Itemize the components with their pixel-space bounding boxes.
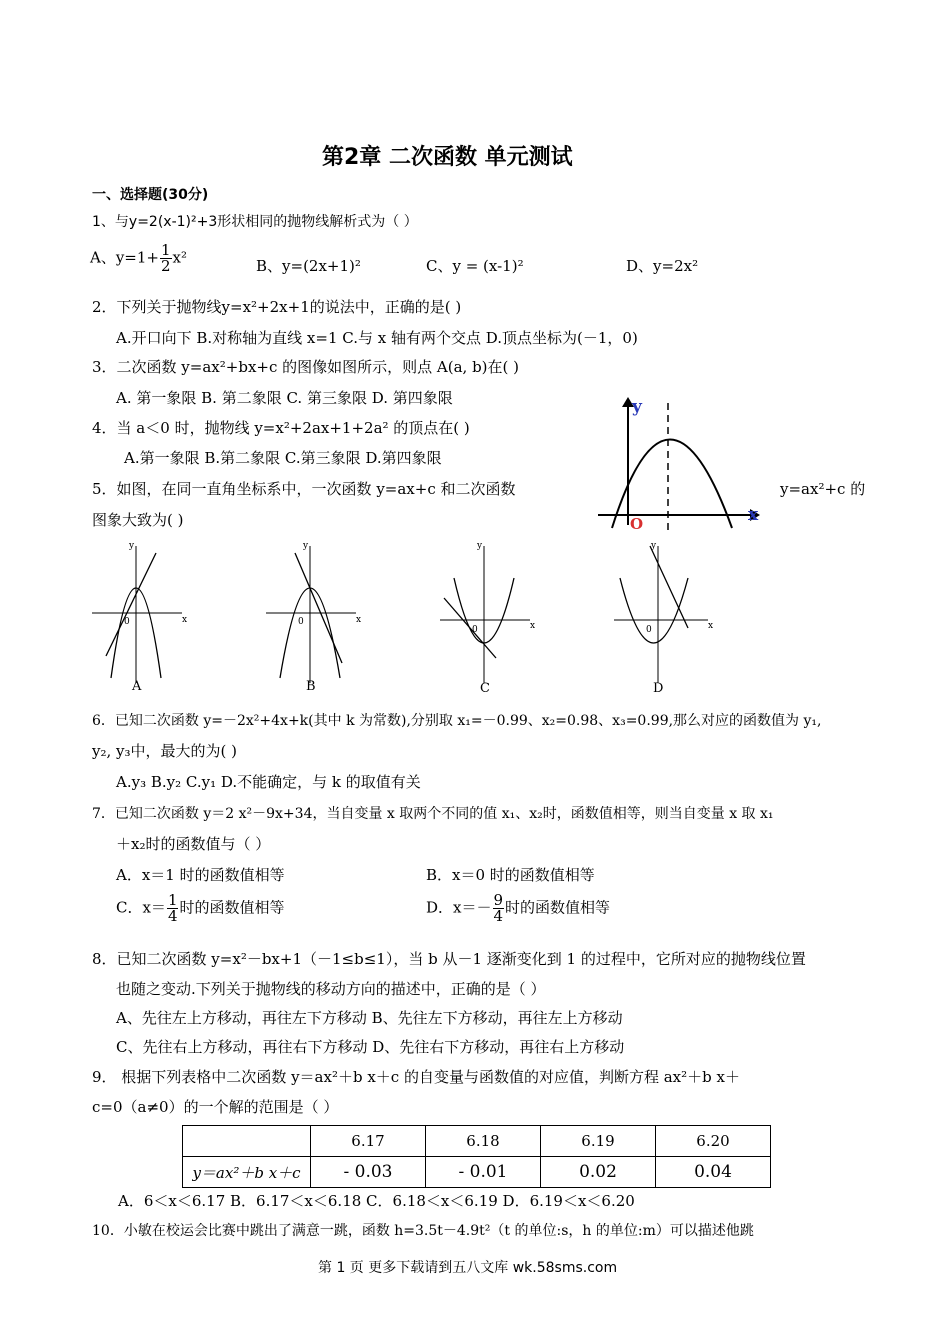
- q4-options: A.第一象限 B.第二象限 C.第三象限 D.第四象限: [124, 449, 442, 467]
- q7-d-fraction: [493, 893, 505, 924]
- table-cell: 0.04: [656, 1157, 771, 1188]
- q5-graph-d: [608, 538, 718, 698]
- q5a-y-label: y: [129, 541, 135, 551]
- table-cell: [183, 1126, 311, 1157]
- q5d-label: D: [653, 681, 664, 696]
- q3-stem: 3．二次函数 y=ax²+bx+c 的图像如图所示，则点 A(a, b)在( ): [92, 358, 519, 376]
- q2-stem: 2．下列关于抛物线y=x²+2x+1的说法中，正确的是( ): [92, 298, 462, 316]
- q9-value-table: [182, 1125, 771, 1188]
- page-footer: 第 1 页 更多下载请到五八文库 wk.58sms.com: [318, 1260, 618, 1276]
- q5a-line: [106, 553, 156, 656]
- q7-d-suffix: 时的函数值相等: [505, 898, 611, 917]
- q5-stem: 5．如图，在同一直角坐标系中，一次函数 y=ax+c 和二次函数: [92, 480, 516, 498]
- table-cell: - 0.01: [426, 1157, 541, 1188]
- table-cell: 6.18: [426, 1126, 541, 1157]
- table-cell: 6.17: [311, 1126, 426, 1157]
- table-cell: 6.20: [656, 1126, 771, 1157]
- q1-a-prefix: A、y=1+: [90, 248, 159, 267]
- q1-option-d: D、y=2x²: [626, 257, 699, 275]
- q4-stem: 4．当 a＜0 时，抛物线 y=x²+2ax+1+2a² 的顶点在( ): [92, 419, 470, 437]
- q5-graph-a: [86, 538, 196, 698]
- q7-d-num: 9: [493, 891, 504, 909]
- q6-options: A.y₃ B.y₂ C.y₁ D.不能确定，与 k 的取值有关: [116, 773, 421, 791]
- q5a-label: A: [132, 679, 142, 694]
- q5b-origin: 0: [298, 617, 304, 627]
- q3-y-label: y: [632, 397, 642, 417]
- q5d-origin: 0: [646, 625, 652, 635]
- q7-c-prefix: C．x＝: [116, 898, 166, 917]
- q7-d-prefix: D．x＝－: [426, 898, 492, 917]
- q5-graph-b: [260, 538, 370, 698]
- q3-origin-label: O: [630, 515, 644, 533]
- q1-option-b: B、y=(2x+1)²: [256, 257, 361, 275]
- q1-option-a: [90, 243, 187, 274]
- q8-line1: 8．已知二次函数 y=x²－bx+1（－1≤b≤1），当 b 从－1 逐渐变化到 1 的过程中，它所对应的抛物线位置: [92, 950, 806, 968]
- q5c-origin: 0: [472, 625, 478, 635]
- q7-option-b: B．x＝0 时的函数值相等: [426, 866, 595, 884]
- q3-parabola-graph: [590, 395, 770, 535]
- table-row: [183, 1157, 771, 1188]
- section-heading: 一、选择题(30分): [92, 187, 209, 203]
- q7-line1: 7．已知二次函数 y＝2 x²－9x+34，当自变量 x 取两个不同的值 x₁、x₂时，函数值相等，则当自变量 x 取 x₁: [92, 806, 774, 822]
- q1-a-fraction: [160, 243, 172, 274]
- q8-line2: 也随之变动.下列关于抛物线的移动方向的描述中，正确的是（ ）: [116, 980, 546, 998]
- q1-a-num: 1: [161, 241, 171, 259]
- q7-line2: ＋x₂时的函数值与（ ）: [116, 835, 271, 853]
- q5c-y-label: y: [477, 541, 483, 551]
- q9-line1: 9． 根据下列表格中二次函数 y＝ax²＋b x＋c 的自变量与函数值的对应值，判断方程 ax²＋b x＋: [92, 1068, 740, 1086]
- q1-a-den: 2: [161, 257, 171, 275]
- q5b-label: B: [306, 679, 316, 694]
- q7-c-suffix: 时的函数值相等: [179, 898, 285, 917]
- q5c-line: [444, 598, 496, 658]
- q7-c-fraction: [167, 893, 179, 924]
- q5-graph-c: [434, 538, 544, 698]
- q7-d-den: 4: [493, 907, 504, 925]
- q6-line1: 6．已知二次函数 y=－2x²+4x+k(其中 k 为常数),分别取 x₁=－0.99、x₂=0.98、x₃=0.99,那么对应的函数值为 y₁,: [92, 713, 822, 729]
- q5-stem-2: 图象大致为( ): [92, 511, 184, 529]
- q7-c-den: 4: [167, 907, 178, 925]
- q5b-y-label: y: [303, 541, 309, 551]
- q5-stem-right: y=ax²+c 的: [780, 480, 866, 498]
- q3-x-label: x: [748, 505, 759, 525]
- q1-a-suffix: x²: [172, 248, 188, 267]
- table-cell: y＝ax²＋b x＋c: [183, 1157, 311, 1188]
- q9-options: A．6＜x＜6.17 B．6.17＜x＜6.18 C．6.18＜x＜6.19 D．6.19＜x＜6.20: [118, 1192, 635, 1210]
- q7-option-c: [116, 893, 285, 924]
- q2-options: A.开口向下 B.对称轴为直线 x=1 C.与 x 轴有两个交点 D.顶点坐标为(－1，0): [116, 329, 638, 347]
- q5c-label: C: [480, 681, 490, 696]
- q7-c-num: 1: [167, 891, 178, 909]
- q5d-line: [650, 546, 688, 628]
- q7-option-a: A．x＝1 时的函数值相等: [116, 866, 285, 884]
- q7-option-d: [426, 893, 610, 924]
- table-cell: - 0.03: [311, 1157, 426, 1188]
- q5d-y-label: y: [651, 541, 657, 551]
- q3-options: A. 第一象限 B. 第二象限 C. 第三象限 D. 第四象限: [116, 389, 453, 407]
- q5b-x-label: x: [356, 615, 362, 625]
- table-row: [183, 1126, 771, 1157]
- table-cell: 0.02: [541, 1157, 656, 1188]
- q1-option-c: C、y = (x-1)²: [426, 257, 524, 275]
- q8-options-cd: C、先往右上方移动，再往右下方移动 D、先往右下方移动，再往右上方移动: [116, 1038, 625, 1056]
- q5d-x-label: x: [708, 621, 714, 631]
- q5a-origin: 0: [124, 617, 130, 627]
- q5a-x-label: x: [182, 615, 188, 625]
- q5c-x-label: x: [530, 621, 536, 631]
- q8-options-ab: A、先往左上方移动，再往左下方移动 B、先往左下方移动，再往左上方移动: [116, 1009, 623, 1027]
- table-cell: 6.19: [541, 1126, 656, 1157]
- q1-stem: 1、与y=2(x-1)²+3形状相同的抛物线解析式为（ ）: [92, 214, 418, 230]
- q5d-parabola: [620, 578, 688, 643]
- page-title: 第2章 二次函数 单元测试: [322, 145, 573, 170]
- q5b-line: [295, 553, 342, 663]
- q10-line1: 10．小敏在校运会比赛中跳出了满意一跳，函数 h=3.5t－4.9t²（t 的单位:s，h 的单位:m）可以描述他跳: [92, 1223, 754, 1239]
- q9-line2: c=0（a≠0）的一个解的范围是（ ）: [92, 1098, 339, 1116]
- q6-line2: y₂, y₃中，最大的为( ): [92, 742, 237, 760]
